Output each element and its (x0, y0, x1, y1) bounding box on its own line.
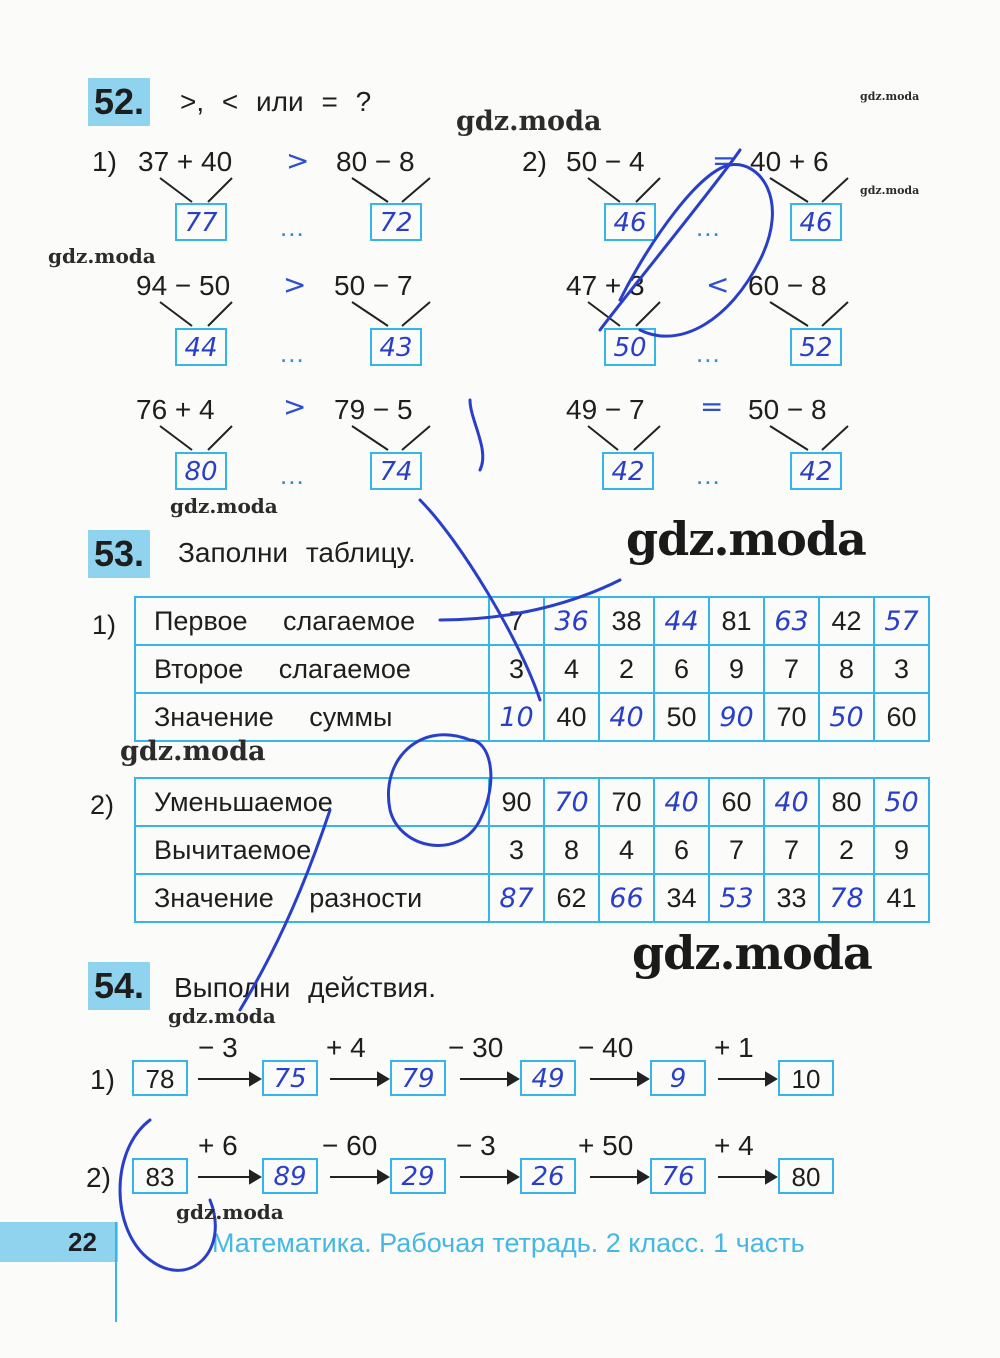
chain-start-box: 78 (132, 1060, 188, 1096)
table-cell: 78 (819, 874, 874, 922)
watermark: gdz.moda (860, 90, 920, 103)
compare-sign: > (286, 144, 310, 177)
watermark: gdz.moda (48, 244, 156, 268)
part-label: 2) (90, 790, 115, 820)
answer-box: 42 (790, 452, 842, 490)
table-cell: 81 (709, 597, 764, 645)
operation: − 60 (322, 1130, 378, 1161)
expression-left: 49 − 7 (566, 394, 645, 425)
footer-divider (115, 1222, 117, 1322)
result-box: 26 (520, 1158, 576, 1194)
task-52-title: >, < или = ? (180, 86, 372, 117)
table-cell: 50 (819, 693, 874, 741)
subtraction-table (134, 777, 930, 923)
row-header: Второе слагаемое (135, 645, 489, 693)
table-cell: 9 (709, 645, 764, 693)
expression-left: 50 − 4 (566, 146, 645, 177)
compare-sign: = (700, 390, 724, 423)
watermark: gdz.moda (170, 494, 278, 518)
watermark: gdz.moda (176, 1200, 284, 1224)
chain-end-box: 10 (778, 1060, 834, 1096)
dots: ... (696, 212, 721, 242)
answer-box: 77 (175, 203, 227, 241)
table-cell: 7 (764, 645, 819, 693)
result-box: 76 (650, 1158, 706, 1194)
watermark: gdz.moda (626, 512, 866, 566)
operation: + 50 (578, 1130, 634, 1161)
expression-right: 50 − 8 (748, 394, 827, 425)
row-header: Значение разности (135, 874, 489, 922)
result-box: 29 (390, 1158, 446, 1194)
dots: ... (280, 212, 305, 242)
watermark: gdz.moda (632, 926, 872, 980)
table-cell: 36 (544, 597, 599, 645)
table-row (135, 693, 929, 741)
table-cell: 4 (544, 645, 599, 693)
table-row (135, 778, 929, 826)
table-cell: 7 (489, 597, 544, 645)
watermark: gdz.moda (456, 106, 602, 137)
table-cell: 70 (544, 778, 599, 826)
table-cell: 87 (489, 874, 544, 922)
table-cell: 40 (654, 778, 709, 826)
row-header: Вычитаемое (135, 826, 489, 874)
task-53-title: Заполни таблицу. (178, 537, 416, 568)
result-box: 79 (390, 1060, 446, 1096)
table-cell: 34 (654, 874, 709, 922)
dots: ... (696, 338, 721, 368)
task-54-title: Выполни действия. (174, 972, 436, 1003)
operation: + 4 (326, 1032, 366, 1063)
page-number: 22 (0, 1222, 118, 1262)
task-number-52: 52. (88, 78, 150, 126)
compare-sign: > (283, 268, 307, 301)
table-cell: 2 (599, 645, 654, 693)
answer-box: 52 (790, 328, 842, 366)
operation: + 4 (714, 1130, 754, 1161)
table-cell: 60 (709, 778, 764, 826)
table-cell: 40 (544, 693, 599, 741)
compare-sign: > (283, 390, 307, 423)
compare-sign: = (712, 144, 736, 177)
table-cell: 63 (764, 597, 819, 645)
table-cell: 53 (709, 874, 764, 922)
footer-title: Математика. Рабочая тетрадь. 2 класс. 1 часть (212, 1228, 805, 1258)
table-cell: 6 (654, 645, 709, 693)
result-box: 9 (650, 1060, 706, 1096)
expression-left: 76 + 4 (136, 394, 215, 425)
table-cell: 38 (599, 597, 654, 645)
table-cell: 7 (764, 826, 819, 874)
operation: − 3 (456, 1130, 496, 1161)
row-header: Уменьшаемое (135, 778, 489, 826)
chain-label: 2) (86, 1162, 111, 1193)
table-cell: 2 (819, 826, 874, 874)
answer-box: 50 (604, 328, 656, 366)
table-cell: 3 (489, 645, 544, 693)
operation: + 6 (198, 1130, 238, 1161)
table-cell: 3 (874, 645, 929, 693)
expression-left: 47 + 3 (566, 270, 645, 301)
chain-label: 1) (90, 1064, 115, 1095)
dots: ... (280, 460, 305, 490)
table-row (135, 597, 929, 645)
table-cell: 7 (709, 826, 764, 874)
table-row (135, 645, 929, 693)
table-cell: 40 (764, 778, 819, 826)
table-row (135, 874, 929, 922)
compare-sign: < (706, 268, 730, 301)
operation: + 1 (714, 1032, 754, 1063)
table-cell: 3 (489, 826, 544, 874)
table-cell: 57 (874, 597, 929, 645)
table-cell: 6 (654, 826, 709, 874)
row-label: 1) (92, 146, 117, 177)
table-cell: 4 (599, 826, 654, 874)
answer-box: 72 (370, 203, 422, 241)
answer-box: 80 (175, 452, 227, 490)
row-header: Значение суммы (135, 693, 489, 741)
dots: ... (696, 460, 721, 490)
watermark: gdz.moda (120, 736, 266, 767)
table-cell: 90 (709, 693, 764, 741)
expression-right: 50 − 7 (334, 270, 413, 301)
table-cell: 70 (764, 693, 819, 741)
answer-box: 46 (790, 203, 842, 241)
chain-end-box: 80 (778, 1158, 834, 1194)
watermark: gdz.moda (168, 1004, 276, 1028)
table-cell: 60 (874, 693, 929, 741)
row-label: 2) (522, 146, 547, 177)
addition-table (134, 596, 930, 742)
expression-left: 94 − 50 (136, 270, 231, 301)
answer-box: 42 (602, 452, 654, 490)
table-cell: 44 (654, 597, 709, 645)
result-box: 89 (262, 1158, 318, 1194)
table-cell: 40 (599, 693, 654, 741)
table-cell: 8 (544, 826, 599, 874)
table-cell: 80 (819, 778, 874, 826)
table-cell: 90 (489, 778, 544, 826)
operation: − 30 (448, 1032, 504, 1063)
task-number-53: 53. (88, 530, 150, 578)
table-row (135, 826, 929, 874)
task-number-54: 54. (88, 962, 150, 1010)
result-box: 49 (520, 1060, 576, 1096)
arrows-task-54 (0, 1050, 1000, 1210)
part-label: 1) (92, 610, 117, 640)
expression-right: 60 − 8 (748, 270, 827, 301)
table-cell: 8 (819, 645, 874, 693)
table-cell: 33 (764, 874, 819, 922)
answer-box: 43 (370, 328, 422, 366)
operation: − 40 (578, 1032, 634, 1063)
answer-box: 74 (370, 452, 422, 490)
table-cell: 42 (819, 597, 874, 645)
result-box: 75 (262, 1060, 318, 1096)
answer-box: 44 (175, 328, 227, 366)
table-cell: 9 (874, 826, 929, 874)
answer-box: 46 (604, 203, 656, 241)
dots: ... (280, 338, 305, 368)
table-cell: 66 (599, 874, 654, 922)
row-header: Первое слагаемое (135, 597, 489, 645)
expression-right: 40 + 6 (750, 146, 829, 177)
table-cell: 41 (874, 874, 929, 922)
table-cell: 50 (654, 693, 709, 741)
expression-right: 79 − 5 (334, 394, 413, 425)
expression-left: 37 + 40 (138, 146, 233, 177)
table-cell: 10 (489, 693, 544, 741)
chain-start-box: 83 (132, 1158, 188, 1194)
operation: − 3 (198, 1032, 238, 1063)
expression-right: 80 − 8 (336, 146, 415, 177)
table-cell: 70 (599, 778, 654, 826)
watermark: gdz.moda (860, 184, 920, 197)
table-cell: 62 (544, 874, 599, 922)
table-cell: 50 (874, 778, 929, 826)
